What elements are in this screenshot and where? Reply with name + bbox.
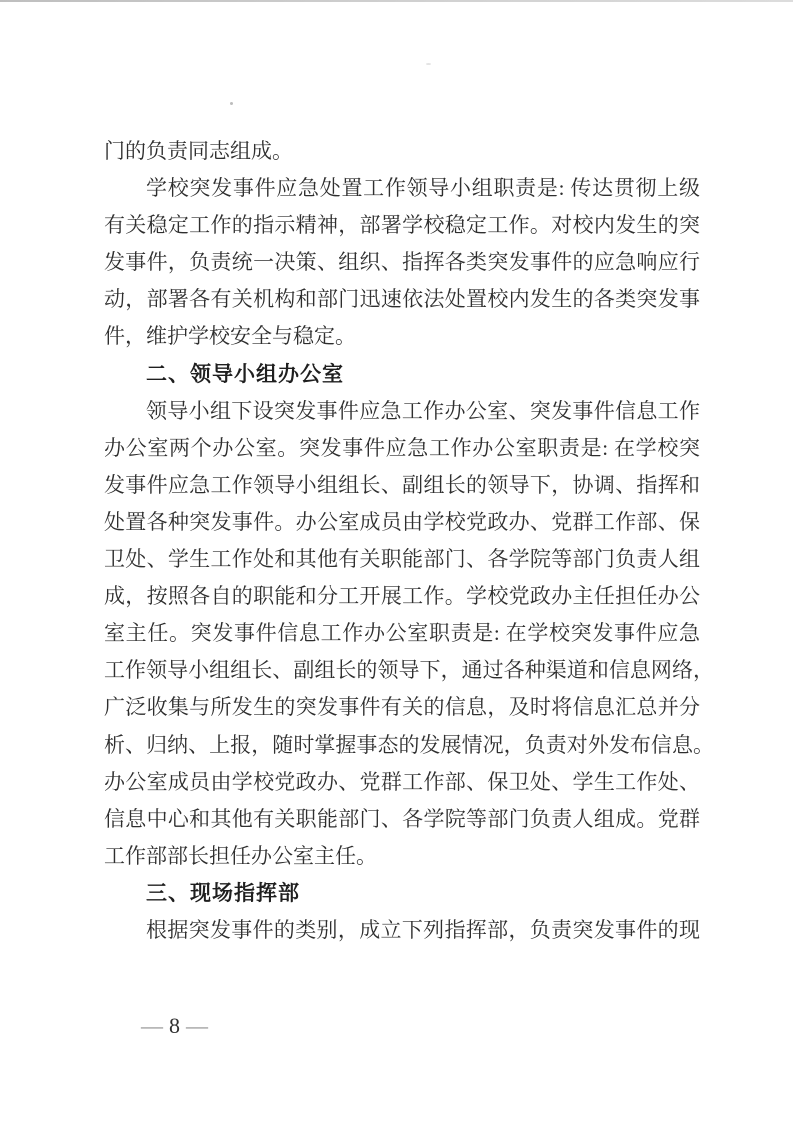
text-line: 发事件，负责统一决策、组织、指挥各类突发事件的应急响应行 [104,250,700,275]
text-line: 成，按照各自的职能和分工开展工作。学校党政办主任担任办公 [104,584,700,609]
text-line: 广泛收集与所发生的突发事件有关的信息，及时将信息汇总并分 [104,695,700,720]
page-number-right-dash: — [186,1013,208,1038]
text-line: 学校突发事件应急处置工作领导小组职责是: 传达贯彻上级 [146,176,700,201]
scan-artifact-top-edge [0,0,793,2]
text-line: 工作部部长担任办公室主任。 [104,843,377,868]
text-line: 有关稳定工作的指示精神，部署学校稳定工作。对校内发生的突 [104,213,700,238]
text-line: 办公室成员由学校党政办、党群工作部、保卫处、学生工作处、 [104,769,700,794]
scan-speck [426,63,431,65]
text-line: 卫处、学生工作处和其他有关职能部门、各学院等部门负责人组 [104,547,700,572]
text-line: 信息中心和其他有关职能部门、各学院等部门负责人组成。党群 [104,806,700,831]
page-number-left-dash: — [141,1013,163,1038]
scan-speck [230,102,233,105]
text-line: 件，维护学校安全与稳定。 [104,324,356,349]
text-line: 办公室两个办公室。突发事件应急工作办公室职责是: 在学校突 [104,435,700,460]
text-line: 室主任。突发事件信息工作办公室职责是: 在学校突发事件应急 [104,621,700,646]
page-number-value: 8 [169,1013,180,1038]
document-body [104,133,714,949]
text-line: 动，部署各有关机构和部门迅速依法处置校内发生的各类突发事 [104,287,700,312]
page-number [141,1013,208,1039]
text-line: 发事件应急工作领导小组组长、副组长的领导下，协调、指挥和 [104,472,700,497]
text-line: 门的负责同志组成。 [104,139,293,163]
text-line: 根据突发事件的类别，成立下列指挥部，负责突发事件的现 [146,917,700,942]
section-heading: 二、领导小组办公室 [146,362,344,386]
text-line: 领导小组下设突发事件应急工作办公室、突发事件信息工作 [146,398,700,423]
section-heading: 三、现场指挥部 [146,881,300,905]
text-line: 工作领导小组组长、副组长的领导下，通过各种渠道和信息网络， [104,658,714,683]
text-line: 处置各种突发事件。办公室成员由学校党政办、党群工作部、保 [104,509,700,534]
text-line: 析、归纳、上报，随时掌握事态的发展情况，负责对外发布信息。 [104,732,714,757]
